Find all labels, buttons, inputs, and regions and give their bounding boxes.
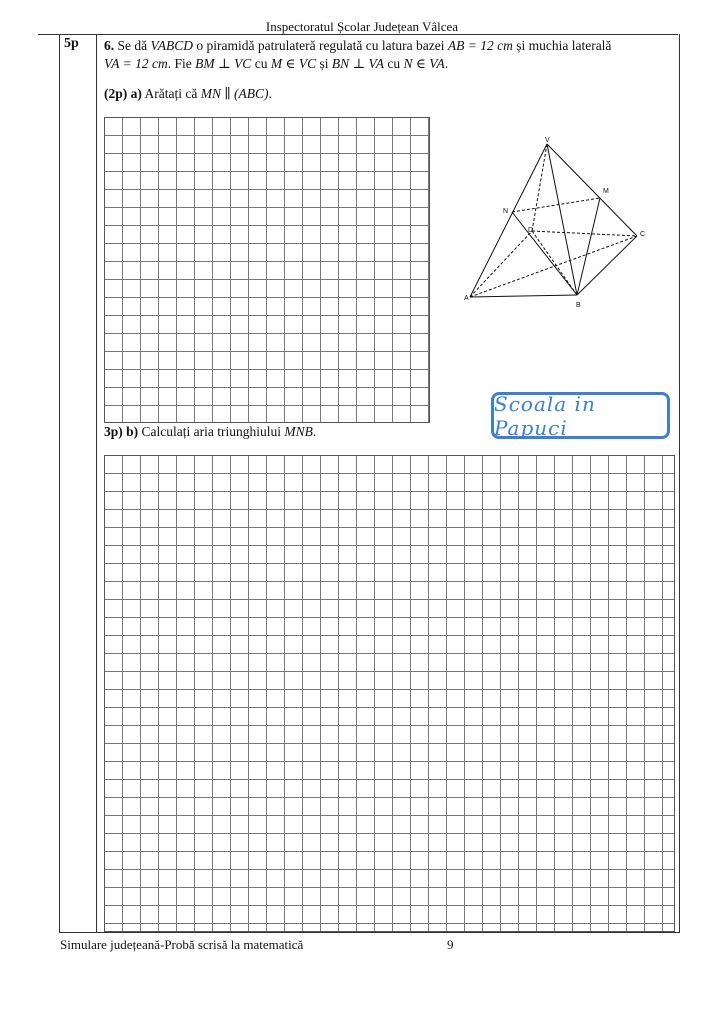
problem-points: 5p bbox=[64, 36, 79, 51]
label-a: A bbox=[464, 295, 469, 302]
logo-text: Scoala in Papuci bbox=[494, 391, 596, 440]
text: . bbox=[268, 86, 272, 101]
math: M ∈ VC bbox=[270, 56, 317, 71]
text: . Fie bbox=[167, 56, 196, 71]
label-m: M bbox=[603, 188, 609, 195]
problem-statement bbox=[104, 37, 674, 73]
math: VABCD bbox=[150, 38, 193, 53]
points-column-divider bbox=[96, 34, 97, 932]
label-c: C bbox=[640, 231, 646, 238]
math: AB = 12 cm bbox=[447, 38, 513, 53]
text: o piramidă patrulateră regulată cu latura bazei bbox=[193, 38, 448, 53]
text: . bbox=[312, 424, 317, 439]
text: . bbox=[444, 56, 449, 71]
footer-title: Simulare județeană-Probă scrisă la matematică bbox=[60, 937, 304, 952]
math: VA = 12 cm bbox=[104, 56, 168, 71]
math: BN ⊥ VA bbox=[331, 56, 385, 71]
answer-grid-b[interactable] bbox=[104, 455, 675, 932]
math: MN ∥ (ABC) bbox=[200, 86, 269, 101]
problem-number: 6. bbox=[104, 38, 115, 53]
text: cu bbox=[384, 56, 404, 71]
page-header: Inspectoratul Școlar Județean Vâlcea bbox=[265, 19, 459, 34]
text: Calculați aria triunghiului bbox=[138, 424, 285, 439]
text: și bbox=[316, 56, 332, 71]
math: N ∈ VA bbox=[403, 56, 445, 71]
math: MNB bbox=[284, 424, 313, 439]
text: cu bbox=[251, 56, 271, 71]
part-b-points: 3p) b) bbox=[104, 424, 139, 439]
page-number: 9 bbox=[447, 937, 454, 952]
answer-grid-a[interactable] bbox=[104, 117, 430, 423]
label-n: N bbox=[503, 208, 509, 215]
part-a-points: (2p) a) bbox=[104, 86, 142, 101]
part-b-statement bbox=[104, 424, 316, 440]
label-d: D bbox=[528, 227, 534, 234]
pyramid-figure bbox=[460, 134, 660, 314]
text: Se dă bbox=[114, 38, 151, 53]
label-b: B bbox=[576, 302, 581, 309]
scoala-in-papuci-logo bbox=[491, 392, 670, 439]
part-a-statement bbox=[104, 86, 272, 102]
text: și muchia laterală bbox=[512, 38, 612, 53]
label-v: V bbox=[545, 137, 550, 144]
text: Arătați că bbox=[141, 86, 201, 101]
math: BM ⊥ VC bbox=[195, 56, 252, 71]
